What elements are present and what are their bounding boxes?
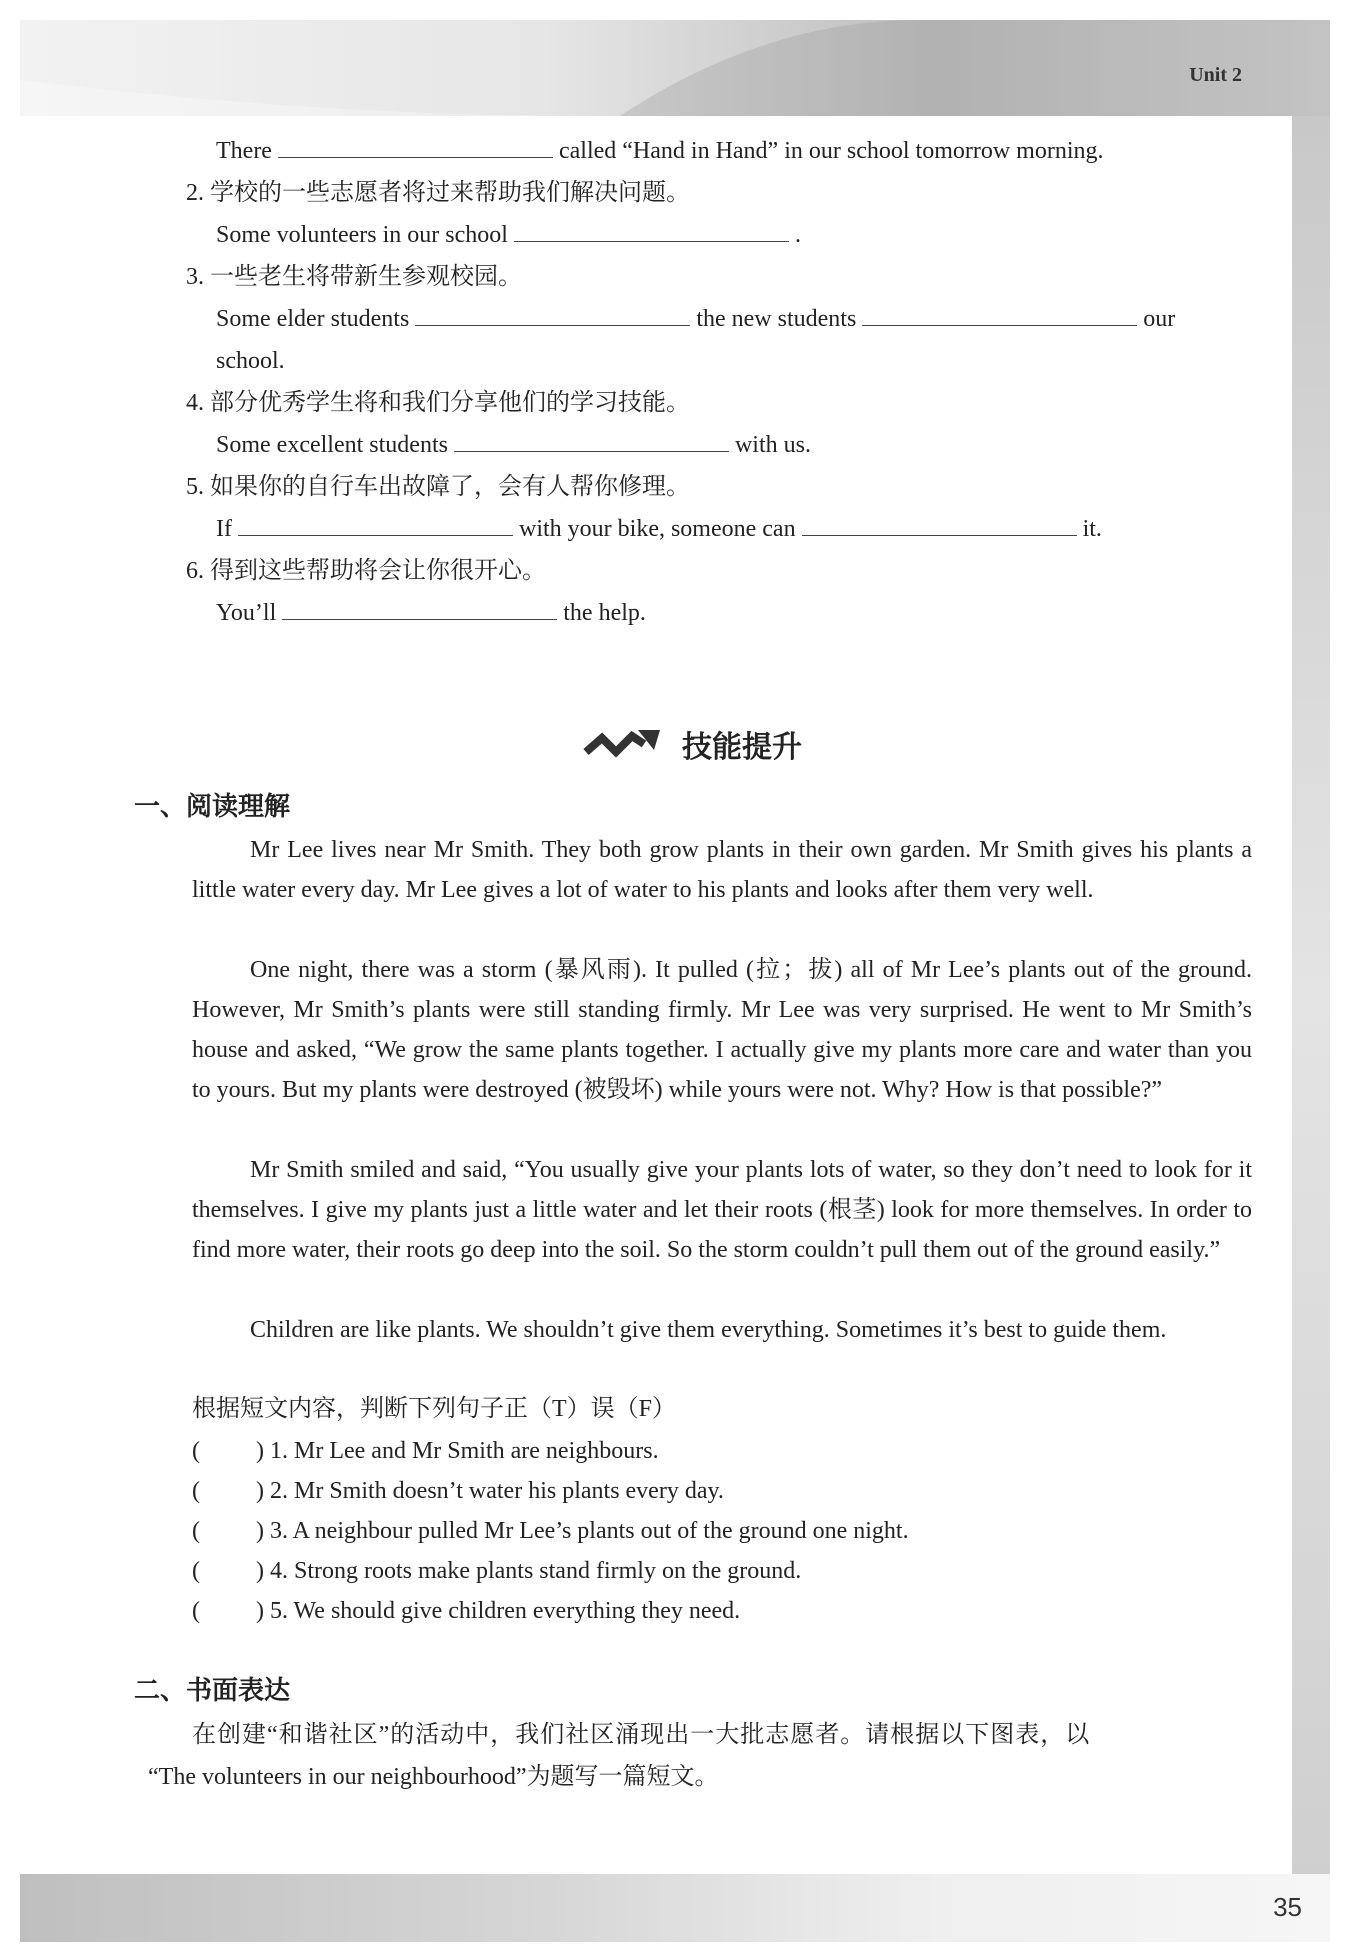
- reading-paragraph-3: Mr Smith smiled and said, “You usually give your plants lots of water, so they don’t need to look for it themselves. I give my plants just a little water and let their roots (根茎) look for more themselves. In order to find more water, their roots go deep into the soil. So the storm couldn’t pull them out of the ground easily.”: [192, 1157, 1252, 1263]
- reading-paragraph-1: Mr Lee lives near Mr Smith. They both grow plants in their own garden. Mr Smith gives his plants a little water every day. Mr Lee gives a lot of water to his plants and looks after them very well.: [192, 837, 1252, 903]
- answer-paren[interactable]: (: [192, 1478, 200, 1504]
- side-band: [1292, 116, 1330, 1876]
- answer-paren[interactable]: (: [192, 1518, 200, 1544]
- answer-paren[interactable]: (: [192, 1598, 200, 1624]
- reading-paragraph-4: Children are like plants. We shouldn’t give them everything. Sometimes it’s best to guide them.: [250, 1317, 1167, 1343]
- question-row: ( ) 1. Mr Lee and Mr Smith are neighbours.: [192, 1434, 659, 1468]
- answer-blank[interactable]: [454, 431, 729, 452]
- answer-blank[interactable]: [514, 221, 789, 242]
- writing-heading: 二、书面表达: [134, 1676, 291, 1706]
- writing-prompt-line-1: 在创建“和谐社区”的活动中，我们社区涌现出一大批志愿者。请根据以下图表，以: [192, 1722, 1091, 1748]
- skills-section-title: 技能提升: [582, 722, 802, 766]
- footer-band: [20, 1874, 1330, 1942]
- translation-item-5-english: If with your bike, someone can it.: [216, 516, 1102, 542]
- answer-blank[interactable]: [238, 515, 513, 536]
- answer-paren[interactable]: (: [192, 1438, 200, 1464]
- trend-arrow-icon: [582, 726, 662, 762]
- translation-item-3-english: Some elder students the new students our: [216, 306, 1176, 332]
- reading-heading: 一、阅读理解: [134, 792, 291, 822]
- answer-blank[interactable]: [862, 305, 1137, 326]
- question-row: ( ) 5. We should give children everything they need.: [192, 1594, 740, 1628]
- translation-item-2-chinese: 2. 学校的一些志愿者将过来帮助我们解决问题。: [186, 180, 690, 206]
- question-row: ( ) 3. A neighbour pulled Mr Lee’s plants out of the ground one night.: [192, 1514, 909, 1548]
- translation-item-4-chinese: 4. 部分优秀学生将和我们分享他们的学习技能。: [186, 390, 690, 416]
- answer-blank[interactable]: [282, 599, 557, 620]
- answer-blank[interactable]: [802, 515, 1077, 536]
- translation-item-1-english: There called “Hand in Hand” in our school tomorrow morning.: [216, 138, 1104, 164]
- unit-label: Unit 2: [1189, 64, 1242, 86]
- writing-prompt-line-2: “The volunteers in our neighbourhood”为题写一篇短文。: [148, 1764, 719, 1790]
- translation-item-6-english: You’ll the help.: [216, 600, 646, 626]
- question-row: ( ) 2. Mr Smith doesn’t water his plants every day.: [192, 1474, 724, 1508]
- translation-item-2-english: Some volunteers in our school .: [216, 222, 801, 248]
- translation-item-4-english: Some excellent students with us.: [216, 432, 811, 458]
- answer-blank[interactable]: [278, 137, 553, 158]
- question-row: ( ) 4. Strong roots make plants stand firmly on the ground.: [192, 1554, 801, 1588]
- translation-item-3-continuation: school.: [216, 348, 285, 374]
- reading-instruction: 根据短文内容，判断下列句子正（T）误（F）: [192, 1396, 677, 1422]
- page-number: 35: [1273, 1892, 1302, 1922]
- translation-item-5-chinese: 5. 如果你的自行车出故障了，会有人帮你修理。: [186, 474, 690, 500]
- answer-blank[interactable]: [415, 305, 690, 326]
- header-decoration: [20, 20, 1330, 116]
- answer-paren[interactable]: (: [192, 1558, 200, 1584]
- reading-paragraph-2: One night, there was a storm (暴风雨). It pulled (拉；拔) all of Mr Lee’s plants out of the ground. However, Mr Smith’s plants were still standing firmly. Mr Lee was very surprised. He went to Mr Smith’s house and asked, “We grow the same plants together. I actually give my plants more care and water than you to yours. But my plants were destroyed (被毁坏) while yours were not. Why? How is that possible?”: [192, 957, 1252, 1103]
- translation-item-6-chinese: 6. 得到这些帮助将会让你很开心。: [186, 558, 546, 584]
- translation-item-3-chinese: 3. 一些老生将带新生参观校园。: [186, 264, 522, 290]
